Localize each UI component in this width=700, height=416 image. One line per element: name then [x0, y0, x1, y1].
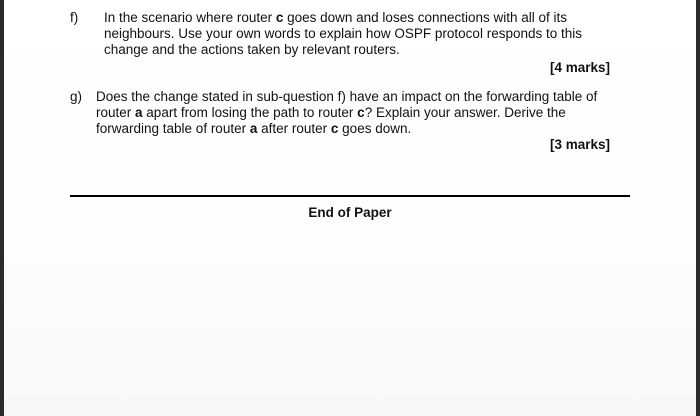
question-f-line-3: change and the actions taken by relevant routers. — [104, 42, 400, 57]
question-g-text — [96, 89, 597, 137]
question-g-label: g) — [70, 89, 83, 104]
question-f-label: f) — [70, 10, 79, 25]
question-g-line-1: Does the change stated in sub-question f) have an impact on the forwarding table of — [96, 89, 598, 104]
question-f-line-1: In the scenario where router c goes down and loses connections with all of its — [104, 10, 568, 25]
question-f-line-2: neighbours. Use your own words to explain how OSPF protocol responds to this — [104, 26, 582, 41]
end-of-paper: End of Paper — [308, 205, 392, 220]
question-f-text — [104, 10, 582, 58]
question-g-marks: [3 marks] — [550, 137, 611, 152]
exam-page — [4, 0, 696, 416]
horizontal-divider — [70, 195, 630, 197]
question-g-line-3: forwarding table of router a after router c goes down. — [96, 121, 412, 136]
question-f-marks: [4 marks] — [550, 60, 611, 75]
question-g-line-2: router a apart from losing the path to router c? Explain your answer. Derive the — [96, 105, 566, 120]
